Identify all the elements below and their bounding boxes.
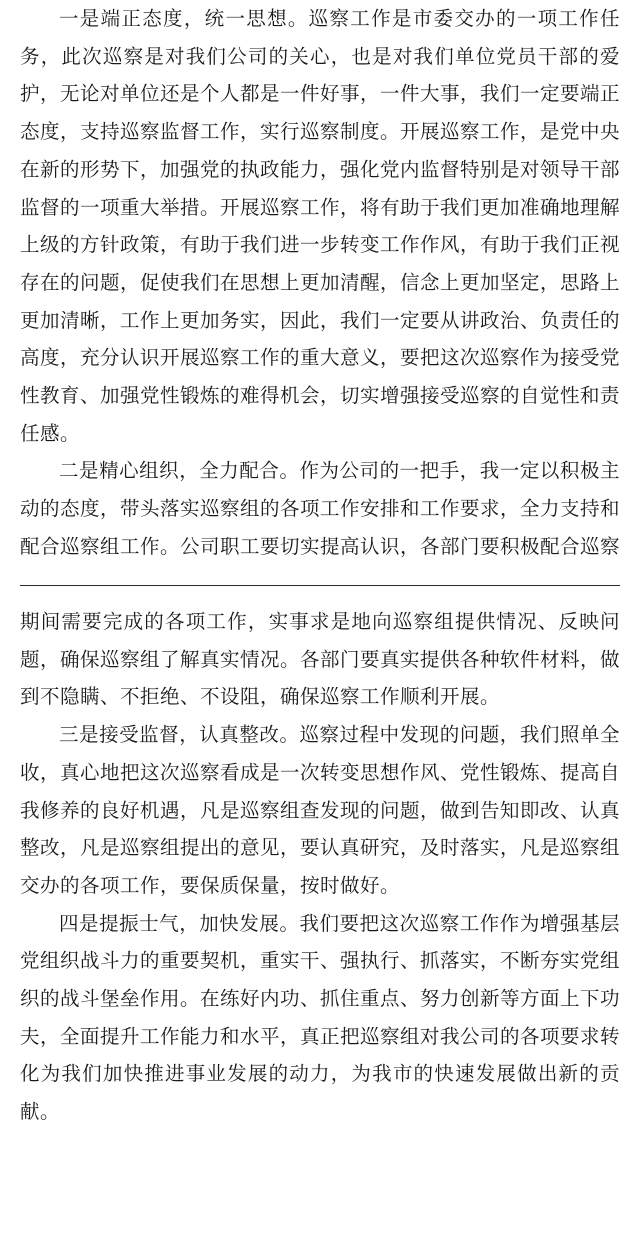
paragraph-four-morale: 四是提振士气，加快发展。我们要把这次巡察工作作为增强基层党组织战斗力的重要契机，重实干、强执行、抓落实，不断夯实党组织的战斗堡垒作用。在练好内功、抓住重点、努力创新等方面上下功夫，全面提升工作能力和水平，真正把巡察组对我公司的各项要求转化为我们加快推进事业发展的动力，为我市的快速发展做出新的贡献。 — [20, 911, 621, 1124]
paragraph-three-supervision: 三是接受监督，认真整改。巡察过程中发现的问题，我们照单全收，真心地把这次巡察看成是一次转变思想作风、党性锻炼、提高自我修养的良好机遇，凡是巡察组查发现的问题，做到告知即改、认真整改，凡是巡察组提出的意见，要认真研究，及时落实，凡是巡察组交办的各项工作，要保质保量，按时做好。 — [20, 723, 621, 897]
document-page-1 — [20, 0, 620, 566]
paragraph-one-attitude: 一是端正态度，统一思想。巡察工作是市委交办的一项工作任务，此次巡察是对我们公司的关心，也是对我们单位党员干部的爱护，无论对单位还是个人都是一件好事，一件大事，我们一定要端正态度，支持巡察监督工作，实行巡察制度。开展巡察工作，是党中央在新的形势下，加强党的执政能力，强化党内监督特别是对领导干部监督的一项重大举措。开展巡察工作，将有助于我们更加准确地理解上级的方针政策，有助于我们进一步转变工作作风，有助于我们正视存在的问题，促使我们在思想上更加清醒，信念上更加坚定，思路上更加清晰，工作上更加务实，因此，我们一定要从讲政治、负责任的高度，充分认识开展巡察工作的重大意义，要把这次巡察作为接受党性教育、加强党性锻炼的难得机会，切实增强接受巡察的自觉性和责任感。 — [20, 7, 621, 445]
page-divider — [20, 585, 620, 586]
paragraph-two-continuation: 期间需要完成的各项工作，实事求是地向巡察组提供情况、反映问题，确保巡察组了解真实情况。各部门要真实提供各种软件材料，做到不隐瞒、不拒绝、不设阻，确保巡察工作顺利开展。 — [20, 610, 621, 709]
paragraph-two-cooperation: 二是精心组织，全力配合。作为公司的一把手，我一定以积极主动的态度，带头落实巡察组的各项工作安排和工作要求，全力支持和配合巡察组工作。公司职工要切实提高认识，各部门要积极配合巡察 — [20, 459, 621, 558]
document-page-2 — [20, 603, 620, 1131]
